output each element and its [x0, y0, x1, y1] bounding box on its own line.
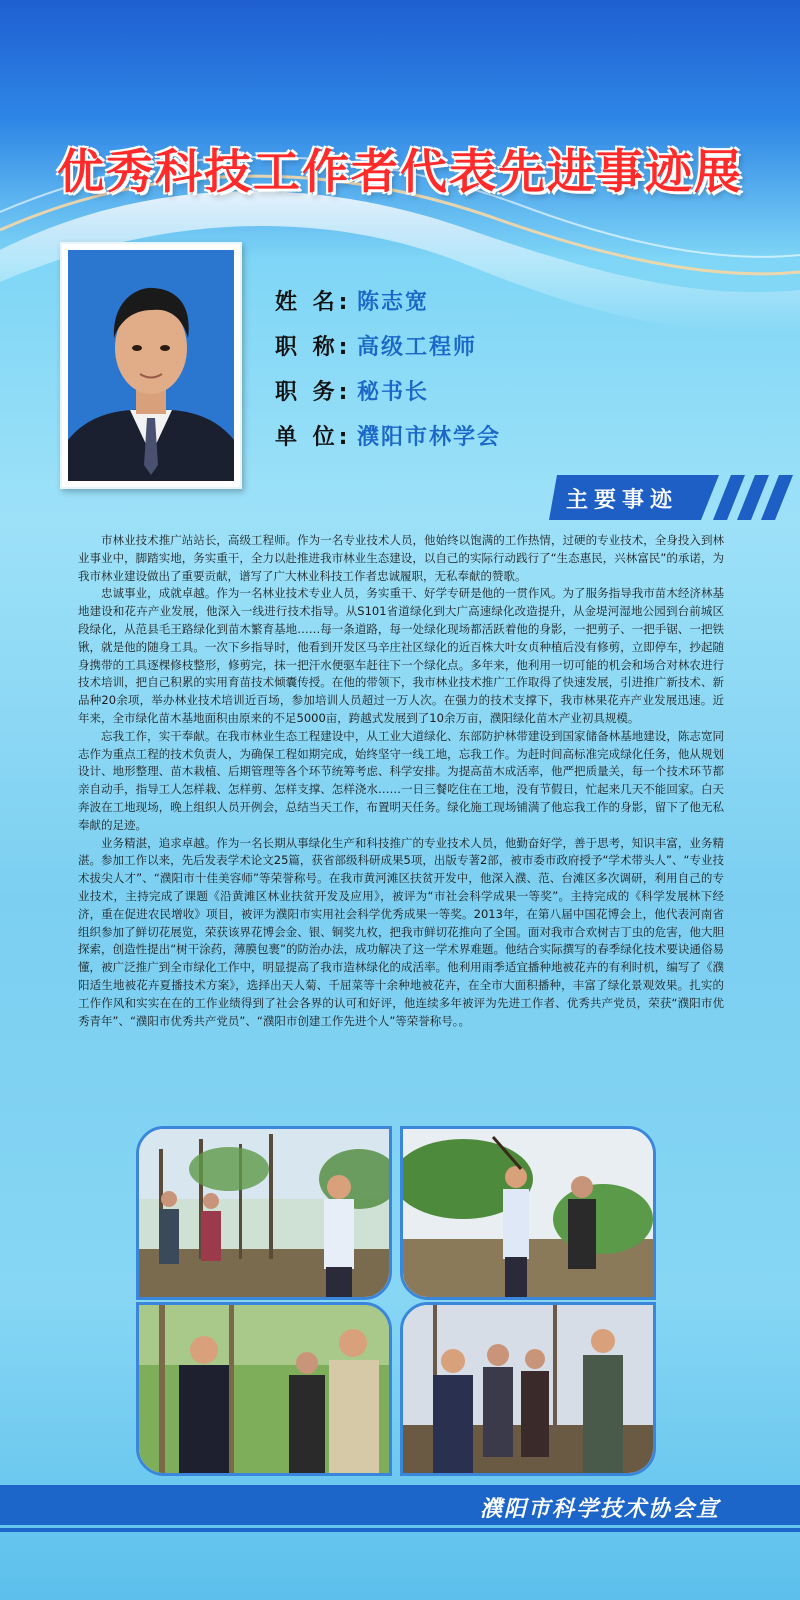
name-label: 姓 名: — [275, 290, 352, 315]
profile-row-position — [275, 368, 501, 413]
paragraph-dedication: 忠诚事业，成就卓越。作为一名林业技术专业人员，务实重干、好学专研是他的一贯作风。为了服务指导我市苗木经济林基地建设和花卉产业发展，他深入一线进行技术指导。从S101省道绿化到大广高速绿化改造提升，从金堤河湿地公园到台前城区段绿化，从范县毛王路绿化到苗木繁育基地……每一条道路，每一处绿化现场都活跃着他的身影，一把剪子、一把手锯、一把铁锹，就是他的随身工具。一次下乡指导时，他看到开发区马辛庄社区绿化的近百株大叶女贞种植后没有修剪，立即停车，抄起随身携带的工具逐棵修枝整形，修剪完，抹一把汗水便驱车赶往下一个绿化点。多年来，他利用一切可能的机会和场合对林农进行技术培训，把自己积累的实用育苗技术倾囊传授。在他的带领下，我市林业技术推广工作取得了快速发展，引进推广新技术、新品种20余项，举办林业技术培训近百场，参加培训人员超过一万人次。在强力的技术支撑下，我市林果花卉产业发展迅速。近年来，全市绿化苗木基地面积由原来的不足5000亩，跨越式发展到了10余万亩，濮阳绿化苗木产业初具规模。 — [78, 586, 724, 725]
title-value: 高级工程师 — [357, 335, 478, 360]
page-title: 优秀科技工作者代表先进事迹展 — [57, 145, 743, 200]
field-photo-2 — [400, 1126, 656, 1300]
field-photo-1 — [136, 1126, 392, 1300]
footer-credit: 濮阳市科学技术协会宣 — [479, 1497, 720, 1522]
section-title: 主要事迹 — [566, 487, 679, 513]
field-photo-3 — [136, 1302, 392, 1476]
position-value: 秘书长 — [357, 380, 430, 405]
organization-value: 濮阳市林学会 — [357, 425, 502, 450]
paragraph-expertise: 业务精湛，追求卓越。作为一名长期从事绿化生产和科技推广的专业技术人员，他勤奋好学，善于思考，知识丰富，业务精湛。参加工作以来，先后发表学术论文25篇，获省部级科研成果5项，出版专著2部，被市委市政府授予“学术带头人”、“专业技术拔尖人才”、“濮阳市十佳美容师”等荣誉称号。在我市黄河滩区扶贫开发中，他深入濮、范、台滩区多次调研，利用自己的专业技术，主持完成了课题《沿黄滩区林业扶贫开发及应用》，被评为“市社会科学成果一等奖”。主持完成的《科学发展林下经济，重在促进农民增收》项目，被评为濮阳市实用社会科学优秀成果一等奖。2013年，在第八届中国花博会上，他代表河南省组织参加了鲜切花展览，荣获该界花博会金、银、铜奖九枚，把我市鲜切花推向了全国。面对我市合欢树吉丁虫的危害，他大胆探索，创造性提出“树干涂药，薄膜包裹”的防治办法，成功解决了这一学术界难题。他结合实际撰写的春季绿化技术要诀通俗易懂，被广泛推广到全市绿化工作中，明显提高了我市造林绿化的成活率。他利用雨季适宜播种地被花卉的有利时机，编写了《濮阳适生地被花卉夏播技术方案》，选择出天人菊、千屈菜等十余种地被花卉，在全市大面积播种，丰富了绿化景观效果。扎实的工作作风和实实在在的工作业绩得到了社会各界的认可和好评，他连续多年被评为先进工作者、优秀共产党员，荣获“濮阳市优秀青年”、“濮阳市优秀共产党员”、“濮阳市创建工作先进个人”等荣誉称号。。 — [78, 835, 724, 1028]
organization-label: 单 位: — [275, 425, 352, 450]
profile-info — [275, 278, 501, 458]
main-deeds-text — [78, 532, 724, 1030]
profile-row-name — [275, 278, 501, 323]
position-label: 职 务: — [275, 380, 352, 405]
portrait-photo — [68, 250, 234, 481]
paragraph-intro: 市林业技术推广站站长，高级工程师。作为一名专业技术人员，他始终以饱满的工作热情，过硬的专业技术，全身投入到林业事业中，脚踏实地，务实重干，全力以赴推进我市林业生态建设，以自己的实际行动践行了“生态惠民，兴林富民”的承诺，为我市林业建设做出了重要贡献，谱写了广大林业科技工作者忠诚履职，无私奉献的赞歌。 — [78, 533, 724, 583]
title-label: 职 称: — [275, 335, 352, 360]
profile-row-organization — [275, 413, 501, 458]
portrait-photo-frame — [60, 242, 242, 489]
footer-line — [0, 1528, 800, 1532]
name-value: 陈志宽 — [357, 290, 430, 315]
profile-row-title — [275, 323, 501, 368]
field-photo-4 — [400, 1302, 656, 1476]
paragraph-hard-work: 忘我工作，实干奉献。在我市林业生态工程建设中，从工业大道绿化、东部防护林带建设到国家储备林基地建设，陈志宽同志作为重点工程的技术负责人，为确保工程如期完成，始终坚守一线工地，忘我工作。为赶时间高标准完成绿化任务，他从规划设计、地形整理、苗木栽植、后期管理等各个环节统筹考虑、科学安排。为提高苗木成活率，他严把质量关，每一个技术环节都亲自动手，指导工人怎样栽、怎样剪、怎样支撑、怎样浇水……一日三餐吃住在工地，没有节假日，忙起来几天不能回家。白天奔波在工地现场，晚上组织人员开例会，总结当天工作，布置明天任务。绿化施工现场铺满了他忘我工作的身影，留下了他无私奉献的足迹。 — [78, 728, 724, 832]
